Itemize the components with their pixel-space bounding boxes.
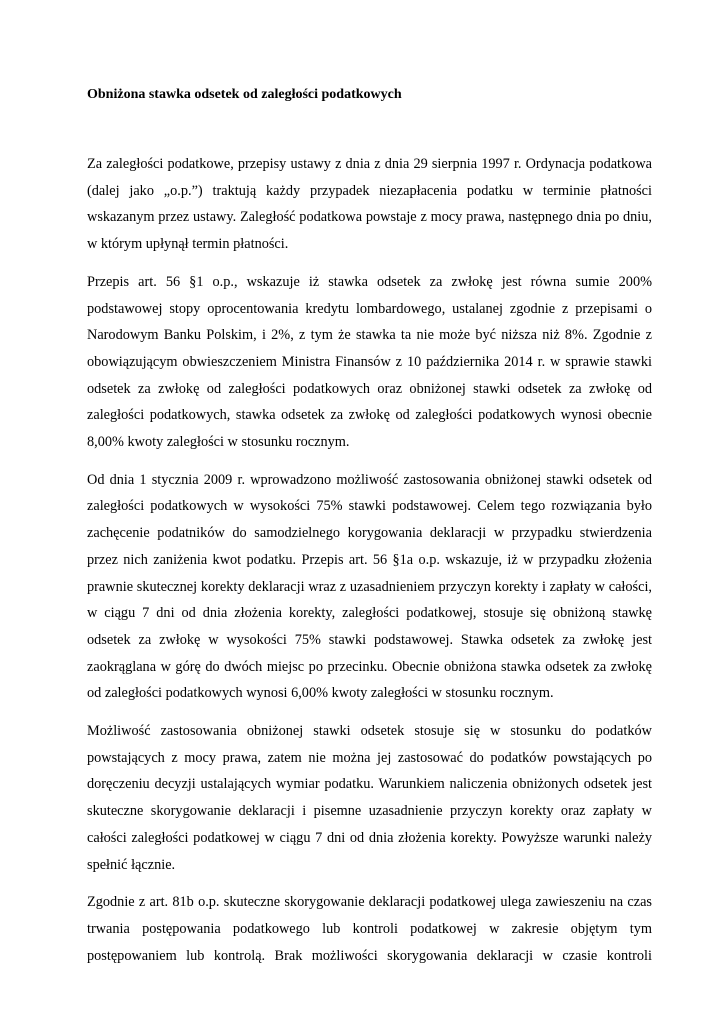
paragraph-reduced-rate-introduction: Od dnia 1 stycznia 2009 r. wprowadzono możliwość zastosowania obniżonej stawki odsetek od zaległości podatkowych w wysokości 75% stawki podstawowej. Celem tego rozwiązania było zachęcenie podatników do samodzielnego korygowania deklaracji w przypadku stwierdzenia przez nich zaniżenia kwot podatku. Przepis art. 56 §1a o.p. wskazuje, iż w przypadku złożenia prawnie skutecznej korekty deklaracji wraz z uzasadnieniem przyczyn korekty i zapłaty w całości, w ciągu 7 dni od dnia złożenia korekty, zaległości podatkowej, stosuje się obniżoną stawkę odsetek za zwłokę w wysokości 75% stawki podstawowej. Stawka odsetek za zwłokę jest zaokrąglana w górę do dwóch miejsc po przecinku. Obecnie obniżona stawka odsetek za zwłokę od zaległości podatkowych wynosi 6,00% kwoty zaległości w stosunku rocznym. bbox=[87, 471, 652, 702]
document-body bbox=[87, 151, 652, 980]
paragraph-correction-suspension: Zgodnie z art. 81b o.p. skuteczne skorygowanie deklaracji podatkowej ulega zawieszeniu na czas trwania postępowania podatkowego lub kontroli podatkowej w zakresie objętym tym postępowaniem lub kontrolą. Brak możliwości skorygowania deklaracji w czasie kontroli bbox=[87, 894, 652, 964]
paragraph-tax-arrears-definition: Za zaległości podatkowe, przepisy ustawy z dnia z dnia 29 sierpnia 1997 r. Ordynacja podatkowa (dalej jako „o.p.”) traktują każdy przypadek niezapłacenia podatku w terminie płatności wskazanym przez ustawy. Zaległość podatkowa powstaje z mocy prawa, następnego dnia po dniu, w którym upłynął termin płatności. bbox=[87, 156, 652, 253]
paragraph-interest-rate-rules: Przepis art. 56 §1 o.p., wskazuje iż stawka odsetek za zwłokę jest równa sumie 200% podstawowej stopy oprocentowania kredytu lombardowego, ustalanej zgodnie z przepisami o Narodowym Banku Polskim, i 2%, z tym że stawka ta nie może być niższa niż 8%. Zgodnie z obowiązującym obwieszczeniem Ministra Finansów z 10 października 2014 r. w sprawie stawki odsetek za zwłokę od zaległości podatkowych oraz obniżonej stawki odsetek za zwłokę od zaległości podatkowych, stawka odsetek za zwłokę od zaległości podatkowych wynosi obecnie 8,00% kwoty zaległości w stosunku rocznym. bbox=[87, 273, 652, 451]
document-title: Obniżona stawka odsetek od zaległości podatkowych bbox=[87, 87, 402, 102]
paragraph-reduced-rate-conditions: Możliwość zastosowania obniżonej stawki odsetek stosuje się w stosunku do podatków powstających z mocy prawa, zatem nie można jej zastosować do podatków powstających po doręczeniu decyzji ustalających wymiar podatku. Warunkiem naliczenia obniżonych odsetek jest skuteczne skorygowanie deklaracji i pisemne uzasadnienie przyczyn korekty oraz zapłaty w całości zaległości podatkowej w ciągu 7 dni od dnia złożenia korekty. Powyższe warunki należy spełnić łącznie. bbox=[87, 723, 652, 873]
